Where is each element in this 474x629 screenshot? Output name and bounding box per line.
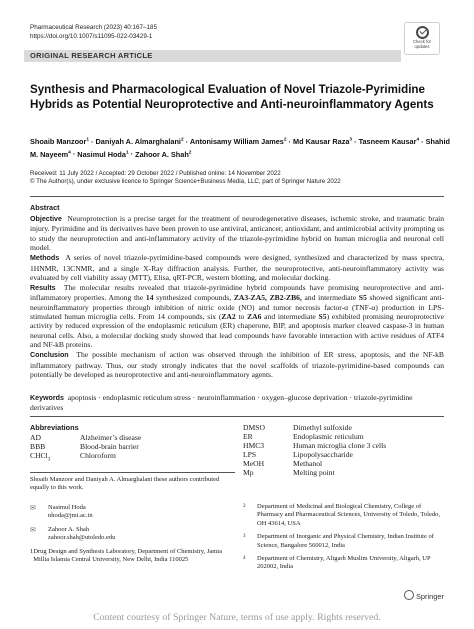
author[interactable]: Md Kausar Raza$^3$	[293, 137, 353, 147]
contact-name: Zahoor A. Shah	[48, 525, 89, 533]
check-badge-line2: updates	[414, 43, 430, 49]
abbreviations-right	[243, 423, 386, 478]
abbreviation-row: BBB Blood-brain barrier	[30, 442, 139, 452]
author[interactable]: Zahoor A. Shah$^2$	[135, 149, 192, 159]
journal-header	[30, 24, 157, 41]
abbreviation-row: DMSO Dimethyl sulfoxide	[243, 423, 352, 432]
contact-entry	[30, 526, 235, 543]
abbreviation-row: ER Endoplasmic reticulum	[243, 432, 364, 442]
email-icon: ✉	[30, 525, 36, 534]
abbreviation-row: LPS Lipopolysaccharide	[243, 450, 353, 460]
article-title: Synthesis and Pharmacological Evaluation of Novel Triazole-Pyrimidine Hybrids as Potential Neuroprotective and Anti-neuroinflammatory Agents	[30, 83, 434, 111]
abbreviation-row: AD Alzheimer’s disease	[30, 433, 142, 442]
abstract-results: Results The molecular results revealed that triazole-pyrimidine hybrid compounds have promising neuroprotective and anti-inflammatory properties. Among the 14 synthesized compounds, ZA3-ZA5, ZB2-ZB6, and intermediate S5 showed significant anti-neuroinflammatory properties through inhibition of nitric oxide (NO) and tumor necrosis factor-α (TNF-α) production in LPS-stimulated human microglia cells. From 14 compounds, six (ZA2 to ZA6 and intermediate S5) exhibited promising neuroprotective activity by reduced expression of the endoplasmic reticulum (ER) chaperone, BIP, and apoptosis marker cleaved caspase-3 in human neuronal cells. Also, a molecular docking study showed that lead compounds have favorable interaction with active residues of ATF4 and NF-kB proteins.	[30, 282, 444, 350]
abbreviations-left	[30, 433, 141, 465]
springer-horse-icon	[404, 590, 414, 600]
affiliation-3: 3 Department of Inorganic and Physical Chemistry, Indian Institute of Science, Bangalore 560012, India	[243, 533, 434, 549]
email-icon: ✉	[30, 504, 36, 512]
keywords	[30, 393, 444, 413]
contact-entry	[30, 504, 235, 521]
publication-dates	[30, 170, 450, 187]
affiliation-2: 2 Department of Medicinal and Biological Chemistry, College of Pharmacy and Pharmaceutical Sciences, University of Toledo, Toledo, OH 43614, USA	[243, 503, 440, 527]
abstract-objective: Objective Neuroprotection is a precise target for the treatment of neurodegenerative diseases, ischemic stroke, and traumatic brain injury. Pyrimidine and its derivatives have been proven to use antiviral, anticancer, antioxidant, and antimicrobial activity prompting us to study the neuroprotection and anti-inflammatory activity of the triazole-pyrimidine hybrid on human microglia and neuronal cell model.	[30, 214, 444, 253]
doi-link[interactable]: https://doi.org/10.1007/s11095-022-03429-1	[30, 32, 153, 40]
author[interactable]: Shoaib Manzoor$^1$	[30, 137, 90, 147]
abstract-conclusion: Conclusion The possible mechanism of action was observed through the inhibition of ER stress, apoptosis, and the NF-kB inflammatory pathway. Thus, our study strongly indicates that the novel scaffolds of triazole-pyrimidine-based compounds can potentially be developed as neuroprotective and anti-neuroinflammatory agents.	[30, 350, 444, 379]
affiliation-4: 4 Department of Chemistry, Aligarh Muslim University, Aligarh, UP 202002, India	[243, 555, 431, 571]
divider	[30, 196, 444, 197]
author[interactable]: Daniyah A. Almarghalani$^2$	[95, 137, 184, 147]
abstract-body	[30, 214, 444, 380]
keywords-text: apoptosis · endoplasmic reticulum stress · neuroinflammation · oxygen–glucose deprivation · triazole-pyrimidine derivatives	[30, 393, 413, 413]
keywords-label: Keywords	[30, 394, 64, 402]
abbreviation-row: MeOH Methanol	[243, 459, 323, 469]
contact-email[interactable]: nhoda@jmi.ac.in	[48, 512, 93, 520]
publisher-logo: Springer	[404, 590, 444, 601]
abstract-methods: Methods A series of novel triazole-pyrimidine-based compounds were designed, synthesized and characterized by mass spectra, 1HNMR, 13CNMR, and a single X-Ray diffraction analysis. Further, the neuroprotective, anti-neuroinflammatory activity was evaluated by cell viability assay (MTT), Elisa, qRT-PCR, western blotting, and molecular docking.	[30, 253, 444, 282]
author[interactable]: Shahid M. Nayeem$^4$	[30, 137, 450, 159]
abbreviations-heading: Abbreviations	[30, 423, 79, 432]
corresponding-authors	[30, 504, 235, 548]
contact-email[interactable]: zahoor.shah@utoledo.edu	[48, 534, 116, 542]
check-badge-line1: Check for	[413, 39, 431, 44]
abstract-heading: Abstract	[30, 203, 60, 212]
courtesy-watermark: Content courtesy of Springer Nature, terms of use apply. Rights reserved.	[93, 612, 381, 623]
check-for-updates-badge[interactable]	[404, 22, 440, 55]
footnote-divider	[30, 472, 235, 473]
equal-contribution-note: Shoaib Manzoor and Daniyah A. Almarghalani these authors contributed equally to this work.	[30, 476, 220, 492]
check-icon	[416, 26, 429, 39]
divider	[30, 416, 444, 417]
abbreviation-row: Mp Melting point	[243, 468, 335, 478]
author[interactable]: Antonisamy William James$^2$	[189, 137, 287, 147]
affiliations-right	[243, 503, 448, 577]
contact-name: Nasimul Hoda	[48, 504, 86, 511]
article-type-banner: ORIGINAL RESEARCH ARTICLE	[24, 50, 401, 62]
abbreviation-row: HMC3 Human microglia clone 3 cells	[243, 441, 387, 451]
copyright-line: © The Author(s), under exclusive licence to Springer Science+Business Media, LLC, part of Springer Nature 2022	[30, 178, 341, 186]
dates-line: Received: 11 July 2022 / Accepted: 29 October 2022 / Published online: 14 November 2022	[30, 170, 281, 177]
abbreviation-row: CHCl$_3$ Chloroform	[30, 451, 116, 463]
journal-citation: Pharmaceutical Research (2023) 40:167–185	[30, 24, 158, 31]
author[interactable]: Nasimul Hoda$^1$	[77, 149, 129, 159]
author[interactable]: Tasneem Kausar$^4$	[358, 137, 420, 147]
author-list: Shoaib Manzoor$^1$ · Daniyah A. Almarghalani$^2$ · Antonisamy William James$^2$ · Md Kausar Raza$^3$ · Tasneem Kausar$^4$ · Shahid M. Nayeem$^4$ · Nasimul Hoda$^1$ · Zahoor A. Shah$^2$	[30, 137, 450, 159]
affiliation-1: 1 Drug Design and Synthesis Laboratory, Department of Chemistry, Jamia Millia Islamia Central University, New Delhi, India 110025	[30, 548, 222, 564]
